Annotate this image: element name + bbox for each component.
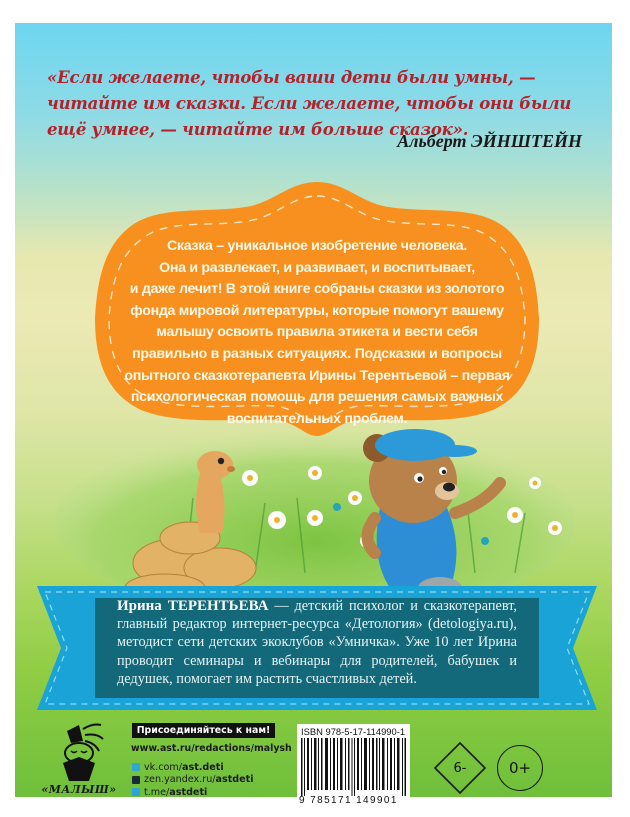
description-line: психологическая помощь для решения самых важных	[130, 389, 504, 406]
description-plate	[93, 178, 541, 438]
age-rating-diamond-label: 6-	[453, 760, 467, 776]
author-banner	[37, 580, 597, 715]
einstein-quote: «Если желаете, чтобы ваши дети были умны, — читайте им сказки. Если желаете, чтобы они были ещё умнее, — читайте им больше сказок».	[47, 68, 572, 139]
publisher-logo	[27, 723, 127, 803]
social-prefix: t.me/	[144, 786, 170, 798]
barcode-digits: 9 785171 149901	[299, 795, 398, 806]
malysh-logo-icon	[27, 723, 127, 783]
zen-icon	[132, 776, 140, 784]
description-line: опытного сказкотерапевта Ирины Терентьевой – первая	[124, 367, 510, 384]
telegram-icon	[132, 788, 140, 796]
vk-icon	[132, 763, 140, 771]
social-handle: astdeti	[215, 774, 254, 786]
isbn-barcode	[297, 724, 410, 808]
description-line: Сказка – уникальное изобретение человека.	[166, 238, 468, 254]
social-prefix: vk.com/	[144, 761, 183, 773]
website-link[interactable]: www.ast.ru/redactions/malysh	[131, 743, 292, 754]
isbn-label: ISBN 978-5-17-114990-1	[301, 726, 406, 737]
author-bio-text: — детский психолог и сказкотерапевт, главный редактор интернет-ресурса «Детология» (detologiya.ru), методист сети детских экоклубов «Умничка». Уже 10 лет Ирина проводит семинары и вебинары для родителей, бабушек и дедушек, помогает им растить счастливых детей.	[117, 598, 517, 687]
social-link-telegram[interactable]	[132, 786, 254, 799]
description-line: малышу освоить правила этикета и вести себя	[156, 324, 478, 341]
author-bio	[117, 597, 517, 688]
book-back-cover	[15, 23, 612, 806]
social-link-zen[interactable]	[132, 774, 254, 787]
description-text	[113, 236, 521, 430]
social-links	[132, 761, 254, 799]
social-handle: ast.deti	[182, 761, 224, 773]
description-line: правильно в разных ситуациях. Подсказки и вопросы	[132, 345, 502, 362]
social-link-vk[interactable]	[132, 761, 254, 774]
social-handle: astdeti	[169, 786, 208, 798]
join-us-label: Присоединяйтесь к нам!	[132, 723, 275, 738]
age-rating-circle: 0+	[497, 745, 543, 791]
quote-author: Альберт ЭЙНШТЕЙН	[397, 131, 582, 151]
description-line: воспитательных проблем.	[226, 410, 408, 427]
description-line: и даже лечит! В этой книге собраны сказки из золотого	[129, 281, 505, 298]
publisher-name: «МАЛЫШ»	[41, 783, 117, 796]
social-prefix: zen.yandex.ru/	[144, 774, 216, 786]
age-rating-diamond	[433, 741, 487, 795]
barcode-icon	[301, 738, 406, 796]
description-line: Она и развлекает, и развивает, и воспитывает,	[159, 259, 475, 276]
description-line: фонда мировой литературы, которые помогут вашему	[130, 302, 504, 319]
author-name: Ирина ТЕРЕНТЬЕВА	[117, 598, 269, 614]
